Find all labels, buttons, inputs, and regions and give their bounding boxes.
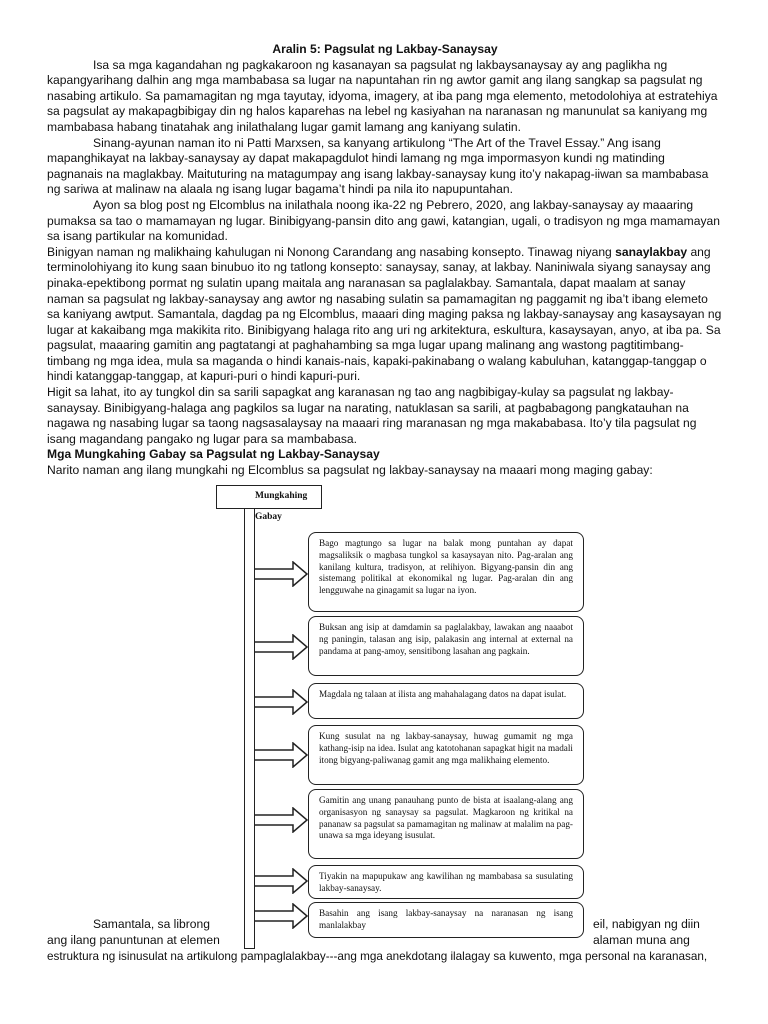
diagram-title: Mungkahing Gabay — [216, 485, 322, 509]
bottom-text-3: estruktura ng isinusulat na artikulong pampaglalakbay---ang mga anekdotang ilalagay sa kuwento, mga personal na karanasan, — [47, 950, 708, 963]
paragraph-2: Sinang-ayunan naman ito ni Patti Marxsen, sa kanyang artikulong “The Art of the Travel Essay.” Ang isang mapanghikayat na lakbay-sanaysay ay dapat makapagdulot hindi lamang ng mga impormasyon kundi ng matinding pagnanais na maglakbay. Maituturing na matagumpay ang isang lakbay-sanaysay kung ito’y nakapag-iiwan sa mambabasa ng sariwa at malinaw na alaala ng isang lugar bagama’t hindi pa nila ito napupuntahan. — [47, 135, 709, 197]
arrow-icon — [255, 634, 309, 660]
paragraph-6: Narito naman ang ilang mungkahi ng Elcomblus sa pagsulat ng lakbay-sanaysay na maaari mong maging gabay: — [47, 463, 653, 478]
bottom-text-left-1: Samantala, sa librong — [93, 917, 210, 931]
guide-diagram — [216, 485, 588, 945]
paragraph-4 — [47, 245, 723, 385]
bottom-text-right-1: eil, nabigyan ng diin — [593, 917, 700, 931]
guide-item-2: Buksan ang isip at damdamin sa paglalakbay, lawakan ang naaabot ng paningin, talasan ang isip, palakasin ang internal at external na pandama at pang-amoy, sensitibong lasahan ang pagkain. — [308, 616, 584, 676]
paragraph-3: Ayon sa blog post ng Elcomblus na inilathala noong ika-22 ng Pebrero, 2020, ang lakbay-sanaysay ay maaaring pumaksa sa tao o mamamayan ng lugar. Binibigyang-pansin dito ang gawi, katangian, ugali, o tradisyon ng mga mamamayan sa isang partikular na komunidad. — [47, 197, 720, 244]
term-sanaylakbay: sanaylakbay — [615, 244, 688, 259]
guide-item-1: Bago magtungo sa lugar na balak mong puntahan ay dapat magsaliksik o magbasa tungkol sa kasaysayan nito. Pag-aralan ang kanilang kultura, tradisyon, at relihiyon. Bigyang-pansin din ang sistemang politikal at ekonomikal ng lugar. Pag-aralan din ang lengguwahe na ginagamit sa lugar na iyon. — [308, 532, 584, 612]
section-heading: Mga Mungkahing Gabay sa Pagsulat ng Lakbay-Sanaysay — [47, 447, 380, 462]
guide-item-6: Tiyakin na mapupukaw ang kawilihan ng mambabasa sa susulating lakbay-sanaysay. — [308, 865, 584, 899]
paragraph-1: Isa sa mga kagandahan ng pagkakaroon ng kasanayan sa pagsulat ng lakbaysanaysay ay ang paglikha ng kapangyarihang dalhin ang mga mambabasa sa lugar na napuntahan rin ng awtor gamit ang ilang sangkap sa pagsulat ng nasabing artikulo. Sa pamamagitan ng mga tayutay, idyoma, imagery, at iba pang mga elemento, metodolohiya at estratehiya sa pagsulat ay makapagbibigay din ng halos kaparehas na lebel ng kasiyahan na naranasan ng manunulat sa kaniyang mg mambabasa habang tinatahak ang inilathalang lugar gamit lamang ang kaniyang sulatin. — [47, 57, 718, 134]
arrow-icon — [255, 689, 309, 715]
guide-item-7: Basahin ang isang lakbay-sanaysay na naranasan ng isang manlalakbay — [308, 902, 584, 938]
paragraph-4-rest: ang terminolohiyang ito kung saan binubuo ito ng tatlong konsepto: sanaysay, sanay, at lakbay. Naniniwala siyang sanaysay ang pinaka-epektibong pormat ng sulatin upang maitala ang naranasan sa paglalakbay. Samantala, dapat maalam at sanay naman sa pagsulat ng lakbay-sanaysay ang awtor ng nasabing sulatin sa pamamagitan ng paggamit ng iba’t ibang elemeto sa kaniyang awtput. Samantala, dagdag pa ng Elcomblus, maaari ding maging paksa ng lakbay-sanaysay ang kasaysayan ng lugar at kakaibang mga makikita rito. Binibigyang halaga rito ang uri ng arkitektura, eskultura, kasaysayan, anyo, at iba pa. Sa pagsulat, maaaring gamitin ang pagtatangi at paghahambing sa mga lugar upang malinang ang wastong pagtitimbang-timbang ng mga idea, mula sa maganda o hindi kanais-nais, kapaki-pakinabang o walang kabuluhan, katanggap-tanggap o hindi katanggap-tanggap, at kapuri-puri o hindi kapuri-puri. — [47, 244, 722, 384]
diagram-trunk — [244, 509, 255, 949]
arrow-icon — [255, 742, 309, 768]
bottom-text-left-2: ang ilang panuntunan at elemen — [47, 933, 220, 947]
arrow-icon — [255, 561, 309, 587]
page-title: Aralin 5: Pagsulat ng Lakbay-Sanaysay — [272, 42, 498, 56]
arrow-icon — [255, 868, 309, 894]
paragraph-4-start: Binigyan naman ng malikhaing kahulugan ni Nonong Carandang ang nasabing konsepto. Tinawag niyang — [47, 244, 616, 259]
guide-item-5: Gamitin ang unang panauhang punto de bista at isaalang-alang ang organisasyon ng sanaysay sa pagsulat. Magkaroon ng kritikal na pananaw sa pagsulat sa pamamagitan ng malinaw at malalim na pag-unawa sa mga ideyang isusulat. — [308, 789, 584, 859]
arrow-icon — [255, 903, 309, 929]
arrow-icon — [255, 807, 309, 833]
paragraph-5: Higit sa lahat, ito ay tungkol din sa sarili sapagkat ang karanasan ng tao ang nagbibigay-kulay sa pagsulat ng lakbay-sanaysay. Binibigyang-halaga ang pagkilos sa lugar na narating, natuklasan sa sarili, at pagbabagong pangkatauhan na nagawa ng nasabing lugar sa taong nagsasalaysay na maaari ring maranasan ng mga makababasa. Ito’y tila pagsulat ng isang magandang pangako ng lugar para sa mambabasa. — [47, 385, 697, 446]
guide-item-4: Kung susulat na ng lakbay-sanaysay, huwag gumamit ng mga kathang-isip na idea. Isulat ang katotohanan sapagkat higit na madali itong bigyang-paliwanag gamit ang mga malikhaing elemento. — [308, 725, 584, 785]
bottom-text-right-2: alaman muna ang — [593, 933, 690, 947]
document-body — [47, 42, 723, 479]
guide-item-3: Magdala ng talaan at ilista ang mahahalagang datos na dapat isulat. — [308, 683, 584, 719]
